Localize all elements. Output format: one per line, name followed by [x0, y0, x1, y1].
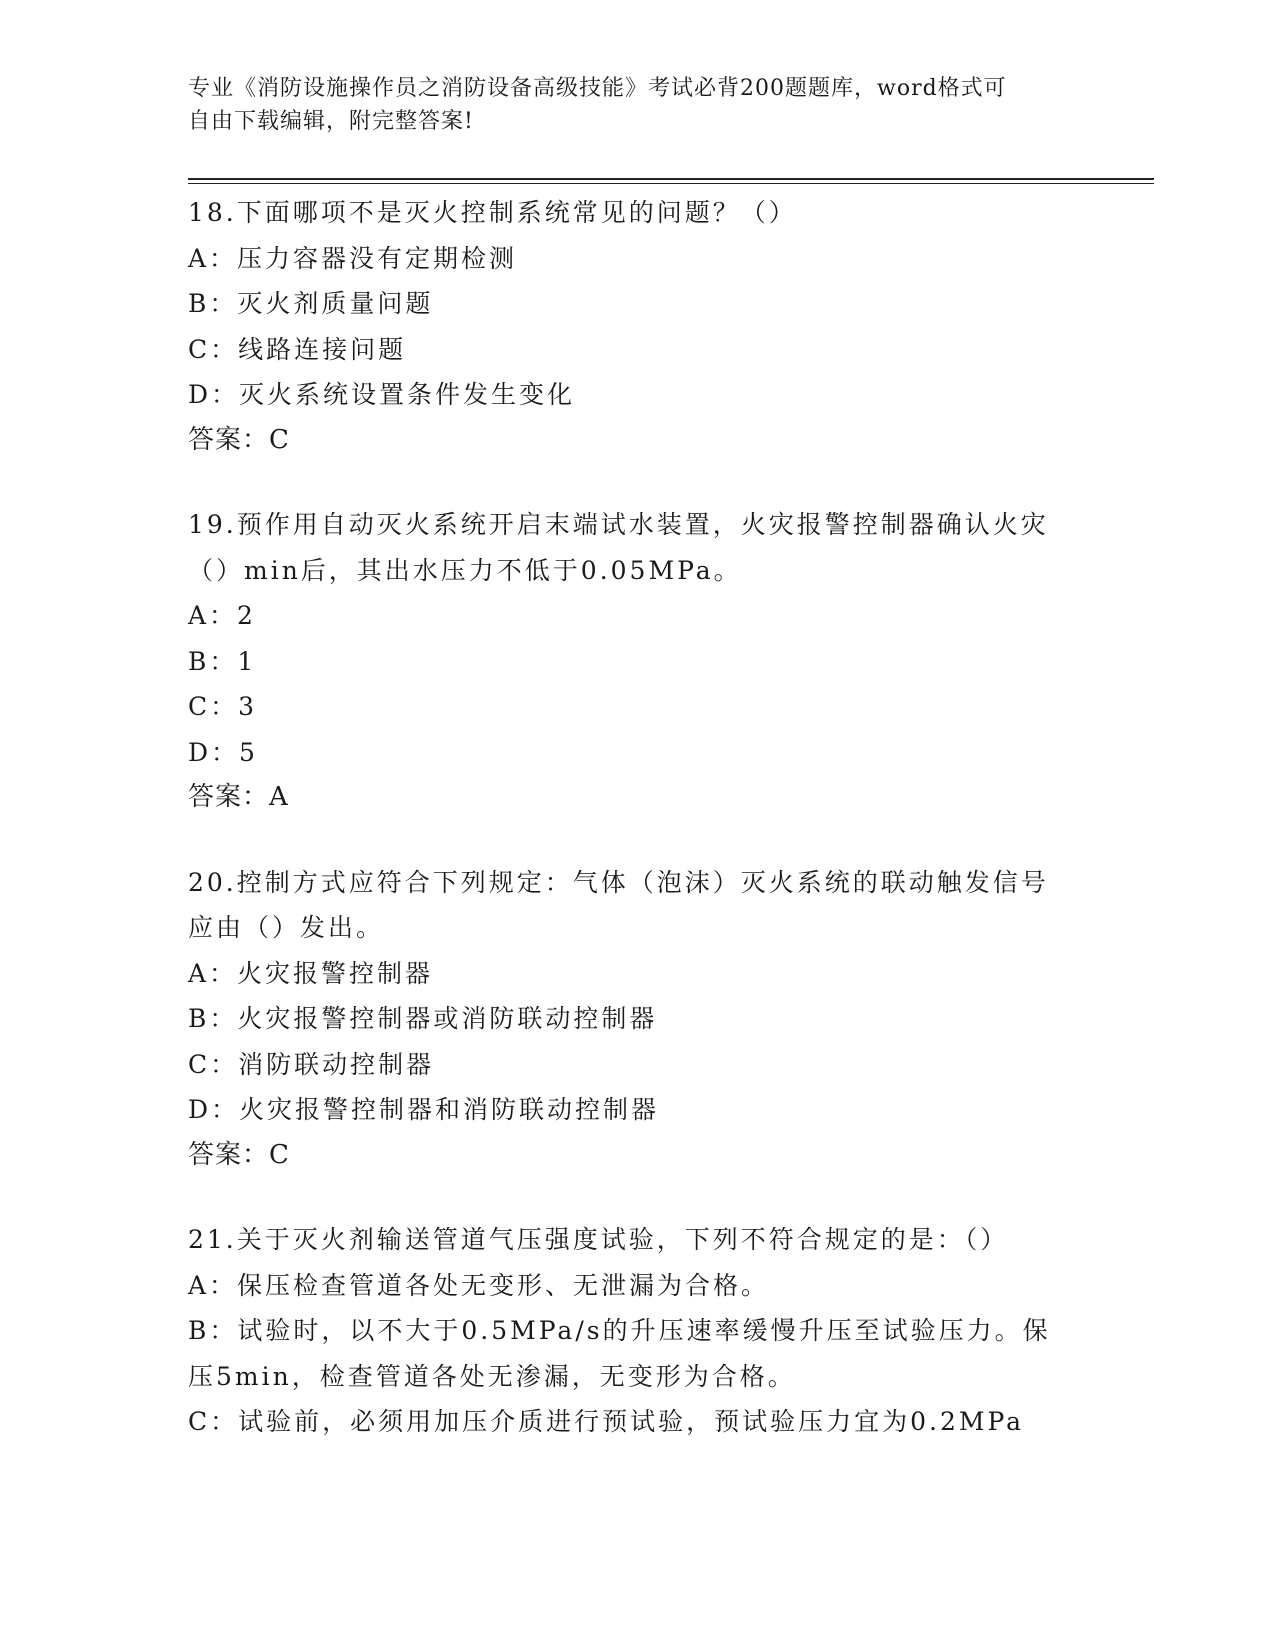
option-d: D：火灾报警控制器和消防联动控制器 [188, 1095, 660, 1124]
answer-line: 答案：A [188, 782, 289, 812]
option-c: C：消防联动控制器 [188, 1049, 435, 1079]
option-a: A：保压检查管道各处无变形、无泄漏为合格。 [188, 1270, 770, 1300]
header-line-2: 自由下载编辑，附完整答案! [188, 109, 474, 134]
document-header [188, 72, 1068, 138]
answer-line: 答案：C [188, 424, 290, 455]
question-stem-line-2: （）min后，其出水压力不低于0.05MPa。 [188, 555, 742, 585]
question-stem-line-1: 20.控制方式应符合下列规定：气体（泡沫）灭火系统的联动触发信号 [188, 867, 1049, 897]
question-stem: 21.关于灭火剂输送管道气压强度试验，下列不符合规定的是：（） [188, 1225, 1009, 1254]
question-stem-line-2: 应由（）发出。 [188, 913, 385, 942]
option-c: C：3 [188, 692, 258, 721]
option-c: C：试验前，必须用加压介质进行预试验，预试验压力宜为0.2MPa [188, 1407, 1025, 1436]
question-stem: 18.下面哪项不是灭火控制系统常见的问题？（） [188, 198, 797, 227]
option-d: D：5 [188, 737, 258, 767]
option-a: A：火灾报警控制器 [188, 958, 434, 988]
option-b: B：1 [188, 646, 257, 676]
question-19 [188, 502, 1068, 821]
option-d: D：灭火系统设置条件发生变化 [188, 380, 576, 409]
option-a: A：2 [188, 601, 256, 630]
answer-line: 答案：C [188, 1139, 290, 1170]
option-b: B：灭火剂质量问题 [188, 289, 434, 318]
option-b: B：火灾报警控制器或消防联动控制器 [188, 1004, 658, 1033]
question-18 [188, 190, 1068, 463]
question-21 [188, 1217, 1068, 1445]
option-c: C：线路连接问题 [188, 334, 407, 364]
option-b-line-1: B：试验时，以不大于0.5MPa/s的升压速率缓慢升压至试验压力。保 [188, 1316, 1051, 1345]
question-stem-line-1: 19.预作用自动灭火系统开启末端试水装置，火灾报警控制器确认火灾 [188, 510, 1049, 539]
header-divider [188, 178, 1154, 184]
question-20 [188, 860, 1068, 1179]
header-line-1: 专业《消防设施操作员之消防设备高级技能》考试必背200题题库，word格式可 [188, 76, 1007, 101]
option-b-line-2: 压5min，检查管道各处无渗漏，无变形为合格。 [188, 1361, 796, 1391]
question-list [188, 190, 1068, 1484]
option-a: A：压力容器没有定期检测 [188, 243, 518, 273]
